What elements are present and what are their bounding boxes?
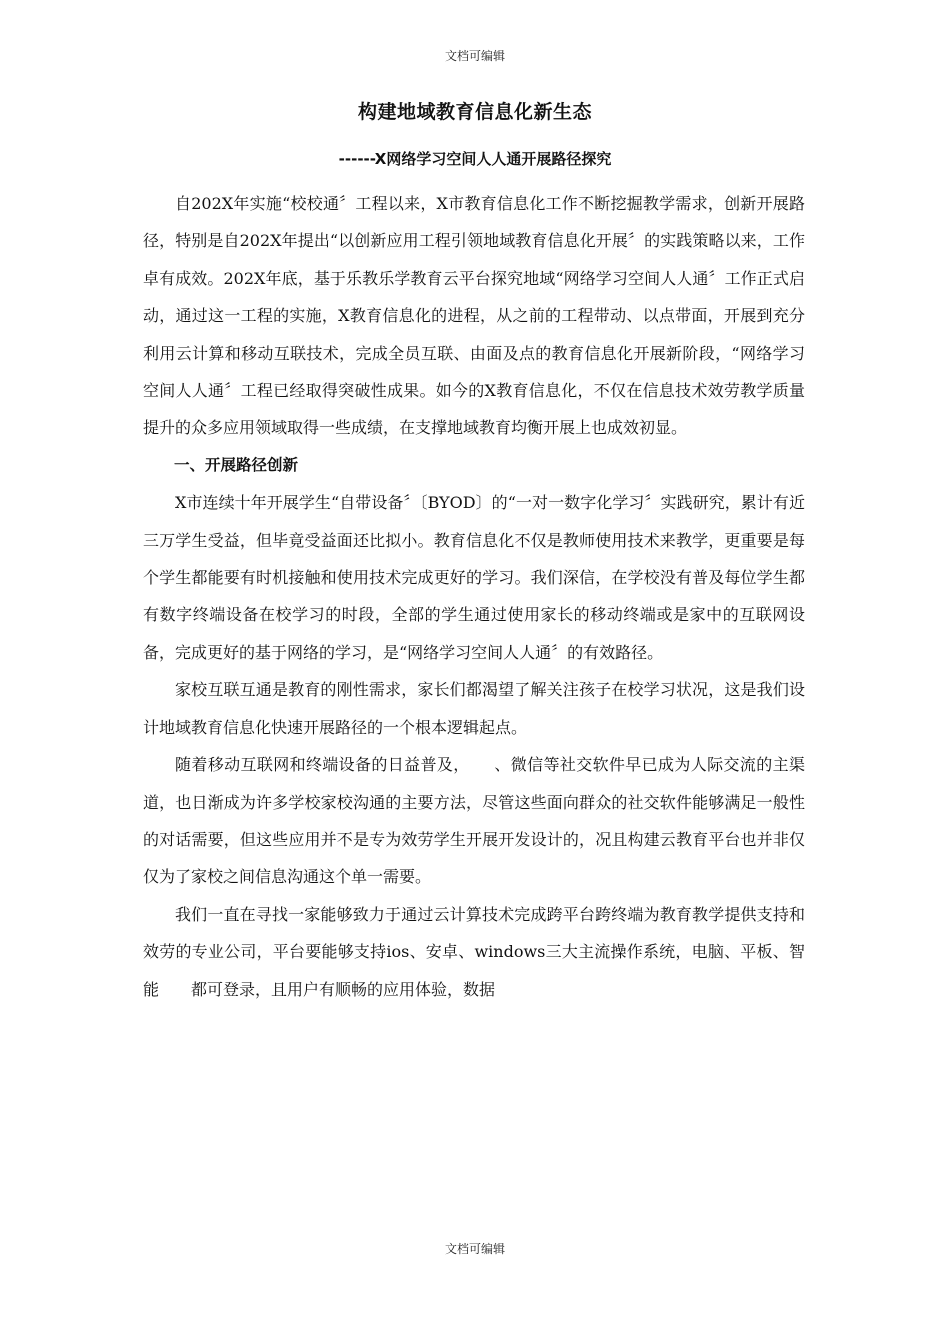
document-body [143,185,805,1008]
document-subtitle: ------X网络学习空间人人通开展路径探究 [338,150,612,168]
paragraph-cloud-platform: 我们一直在寻找一家能够致力于通过云计算技术完成跨平台跨终端为教育教学提供支持和效劳的专业公司，平台要能够支持ios、安卓、windows三大主流操作系统，电脑、平板、智能 都可登录，且用户有顺畅的应用体验，数据 [143,904,805,999]
paragraph-byod: X市连续十年开展学生“自带设备〞〔BYOD〕的“一对一数字化学习〞实践研究，累计有近三万学生受益，但毕竟受益面还比拟小。教育信息化不仅是教师使用技术来教学，更重要是每个学生都能要有时机接触和使用技术完成更好的学习。我们深信，在学校没有普及每位学生都有数字终端设备在校学习的时段，全部的学生通过使用家长的移动终端或是家中的互联网设备，完成更好的基于网络的学习，是“网络学习空间人人通〞的有效路径。 [143,493,805,662]
paragraph-intro: 自202X年实施“校校通〞工程以来，X市教育信息化工作不断挖掘教学需求，创新开展路径，特别是自202X年提出“以创新应用工程引领地域教育信息化开展〞的实践策略以来，工作卓有成效。202X年底，基于乐教乐学教育云平台探究地域“网络学习空间人人通〞工作正式启动，通过这一工程的实施，X教育信息化的进程，从之前的工程带动、以点带面，开展到充分利用云计算和移动互联技术，完成全员互联、由面及点的教育信息化开展新阶段，“网络学习空间人人通〞工程已经取得突破性成果。如今的X教育信息化，不仅在信息技术效劳教学质量提升的众多应用领域取得一些成绩，在支撑地域教育均衡开展上也成效初显。 [143,194,805,438]
header-note: 文档可编辑 [444,49,505,63]
paragraph-home-school: 家校互联互通是教育的刚性需求，家长们都渴望了解关注孩子在校学习状况，这是我们设计地域教育信息化快速开展路径的一个根本逻辑起点。 [143,680,805,737]
paragraph-mobile-internet: 随着移动互联网和终端设备的日益普及， 、微信等社交软件早已成为人际交流的主渠道，也日渐成为许多学校家校沟通的主要方法，尽管这些面向群众的社交软件能够满足一般性的对话需要，但这些应用并不是专为效劳学生开展开发设计的，况且构建云教育平台也并非仅仅为了家校之间信息沟通这个单一需要。 [143,755,805,887]
document-title: 构建地域教育信息化新生态 [357,101,592,123]
section-heading: 一、开展路径创新 [174,455,299,474]
footer-note: 文档可编辑 [444,1242,505,1256]
